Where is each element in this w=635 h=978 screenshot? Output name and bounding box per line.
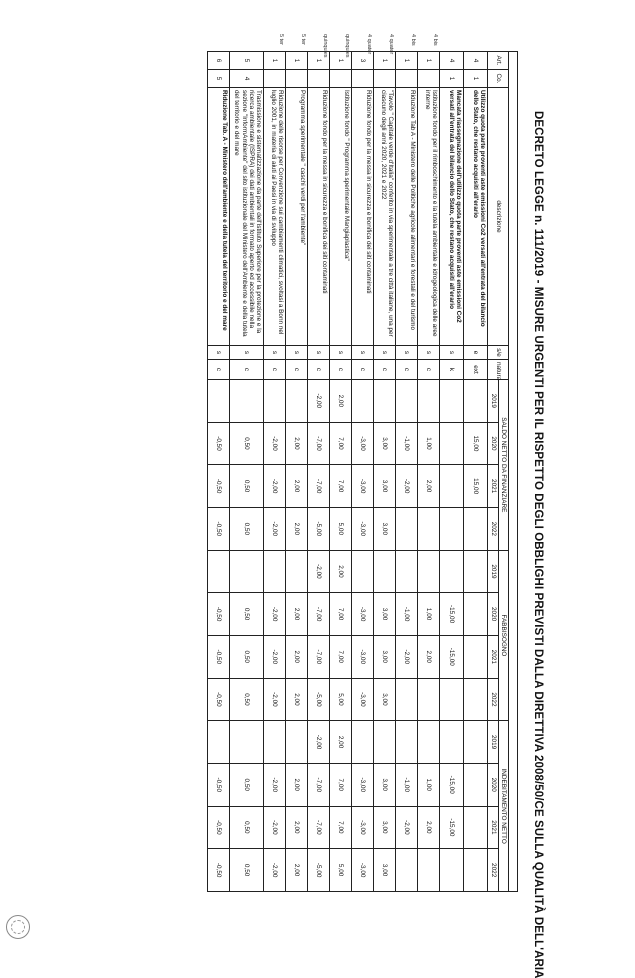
cell-value-fab: -0,50 [207,678,229,721]
cell-art [351,33,373,69]
cell-art-value: 1 [402,58,410,62]
cell-value-ind: -7,00 [307,763,329,806]
cell-value-snf: 3,00 [373,422,395,465]
cell-value-fab: 7,00 [329,592,351,635]
cell-value-fab: 3,00 [373,678,395,721]
header-descrizione: descrizione [487,87,508,345]
header-year: 2020 [487,592,497,635]
cell-natura: c [373,359,395,379]
cell-side-label: quinquies [321,33,328,58]
cell-value-fab: 5,00 [329,678,351,721]
cell-value-fab: -15,00 [439,592,463,635]
cell-value-snf: 15,00 [463,464,487,507]
cell-value-ind: 2,00 [285,763,307,806]
cell-value-fab: 2,00 [417,635,439,678]
cell-art-value: 4 [447,58,455,62]
cell-value-ind: 0,50 [229,806,263,849]
cell-value-fab: -2,00 [307,550,329,593]
cell-art [395,33,417,69]
cell-art-value: 1 [424,58,432,62]
cell-co [329,69,351,87]
cell-value-snf [417,507,439,550]
cell-value-snf: 1,00 [417,422,439,465]
cell-art-value: 5 [242,58,250,62]
cell-side-label: quinquies [343,33,350,58]
table-row [351,51,373,891]
official-stamp-icon [6,915,30,939]
cell-value-snf: 15,00 [463,422,487,465]
cell-value-fab: -3,00 [351,678,373,721]
cell-value-fab: 3,00 [373,592,395,635]
cell-natura: c [229,359,263,379]
header-year: 2022 [487,678,497,721]
cell-descrizione: Trasmissione e sistematizzazione da parte dell'Istituto Superiore per la protezione e la ricerca ambientale (ISPRA) dei dati ambientali in formato aperto ed accessibile nella sezione "InformAmbiente" del sito istituzionale del Ministero dell'Ambiente e della tutela del territorio e del mare [229,87,263,345]
cell-value-ind: 2,00 [285,806,307,849]
cell-value-fab: 7,00 [329,635,351,678]
cell-side-label: 4 quater [365,33,372,54]
header-art: Art. [487,51,508,69]
cell-art [373,33,395,69]
cell-value-snf [263,379,285,422]
cell-art [329,33,351,69]
cell-value-ind: -2,00 [263,763,285,806]
cell-value-ind: -5,00 [307,848,329,891]
cell-value-fab: 0,50 [229,592,263,635]
cell-value-ind: -2,00 [263,806,285,849]
cell-value-snf: -0,50 [207,507,229,550]
header-year: 2019 [487,720,497,763]
header-year: 2019 [487,379,497,422]
cell-co [285,69,307,87]
cell-value-fab [285,550,307,593]
header-year: 2022 [487,507,497,550]
cell-value-fab: -3,00 [351,592,373,635]
cell-value-ind: 3,00 [373,806,395,849]
cell-art-value: 6 [214,58,222,62]
cell-descrizione: Mancata riassegnazione dell'utilizzo quota parte proventi aste emissioni Co2 versati all'entrata del bilancio dello Stato, che restano acquisiti all'erario [439,87,463,345]
cell-natura: c [207,359,229,379]
cell-co: 1 [439,69,463,87]
cell-value-ind [395,848,417,891]
cell-art [417,33,439,69]
cell-value-fab: 0,50 [229,678,263,721]
cell-art-value: 4 [471,58,479,62]
cell-value-fab: 2,00 [285,678,307,721]
cell-value-ind [439,848,463,891]
cell-value-snf [285,379,307,422]
cell-se: s [285,345,307,359]
cell-value-snf: -2,00 [263,507,285,550]
cell-art-value: 1 [380,58,388,62]
cell-co: 5 [207,69,229,87]
cell-art [229,51,263,69]
cell-value-ind: -2,00 [395,806,417,849]
cell-value-ind [463,848,487,891]
cell-art [307,33,329,69]
cell-value-snf: 2,00 [329,379,351,422]
cell-value-ind: -2,00 [263,848,285,891]
cell-value-fab: 3,00 [373,635,395,678]
cell-value-snf: 2,00 [285,464,307,507]
cell-side-label: 4 bis [409,33,416,46]
table-row [439,51,463,891]
cell-art [439,51,463,69]
table-row [285,51,307,891]
cell-descrizione: Riduzione Tab. A - Ministero dell'ambiente e della tutela del territorio e del mare [207,87,229,345]
cell-value-ind: 3,00 [373,763,395,806]
cell-value-snf: 2,00 [285,507,307,550]
cell-value-fab: -3,00 [351,635,373,678]
cell-value-snf: -5,00 [307,507,329,550]
cell-value-fab: -5,00 [307,678,329,721]
cell-value-snf [439,464,463,507]
cell-value-ind [439,720,463,763]
table-row [373,51,395,891]
cell-value-fab: 2,00 [285,592,307,635]
table-row [207,51,229,891]
cell-value-ind: -0,50 [207,806,229,849]
cell-value-snf: -0,50 [207,422,229,465]
cell-natura: c [285,359,307,379]
cell-value-ind: 2,00 [285,848,307,891]
cell-value-ind [285,720,307,763]
header-group-snf: SALDO NETTO DA FINANZIARE [498,379,508,550]
cell-value-snf [229,379,263,422]
cell-value-ind: 7,00 [329,763,351,806]
cell-side-label: 4 quater [387,33,394,54]
cell-se: e [463,345,487,359]
cell-value-fab [373,550,395,593]
cell-co [373,69,395,87]
cell-value-snf: -3,00 [351,507,373,550]
cell-value-fab: -0,50 [207,592,229,635]
cell-natura: ext [463,359,487,379]
cell-se: s [373,345,395,359]
cell-value-ind: 0,50 [229,848,263,891]
cell-value-fab [463,592,487,635]
cell-value-snf: 0,50 [229,507,263,550]
cell-value-fab [263,550,285,593]
header-year: 2021 [487,464,497,507]
cell-value-ind [463,720,487,763]
cell-co [395,69,417,87]
cell-value-fab [463,550,487,593]
cell-value-snf: 3,00 [373,464,395,507]
cell-value-snf: 2,00 [417,464,439,507]
cell-value-ind [417,720,439,763]
cell-co [307,69,329,87]
cell-value-snf [417,379,439,422]
cell-art-value: 3 [358,58,366,62]
header-group-indebitamento: INDEBITAMENTO NETTO [498,720,508,891]
cell-art [463,51,487,69]
cell-art-value: 1 [292,58,300,62]
cell-value-ind: 1,00 [417,763,439,806]
cell-value-ind: -0,50 [207,763,229,806]
table-row [463,51,487,891]
cell-value-ind [373,720,395,763]
cell-value-ind: 2,00 [417,806,439,849]
cell-value-fab [417,550,439,593]
cell-value-snf: -0,50 [207,464,229,507]
cell-value-snf [373,379,395,422]
cell-descrizione: "Tavolo " Capitale verde d'Italia" conferito in via sperimentale a tre città italiane, una per ciascuno degli anni 2020, 2021 e 2022 [373,87,395,345]
table-row [329,51,351,891]
header-group-fabbisogno: FABBISOGNO [498,550,508,721]
cell-descrizione: Riduzione fondo per la messa in sicurezza e bonifica dei siti contaminati [307,87,329,345]
cell-value-ind [263,720,285,763]
cell-value-snf: 0,50 [229,464,263,507]
header-year: 2022 [487,848,497,891]
cell-art [285,33,307,69]
cell-co [263,69,285,87]
cell-value-snf [351,379,373,422]
cell-value-snf: 0,50 [229,422,263,465]
cell-art [263,33,285,69]
cell-value-snf: 7,00 [329,464,351,507]
cell-value-snf [463,379,487,422]
cell-value-ind: -7,00 [307,806,329,849]
table-row [307,51,329,891]
cell-value-ind: -1,00 [395,763,417,806]
cell-value-ind: 2,00 [329,720,351,763]
cell-value-fab: -7,00 [307,592,329,635]
cell-side-label: 4 bis [431,33,438,46]
cell-value-snf [439,422,463,465]
cell-natura: c [351,359,373,379]
cell-value-ind [207,720,229,763]
cell-value-snf [439,379,463,422]
cell-value-fab [207,550,229,593]
cell-natura: c [307,359,329,379]
table-body [207,33,487,891]
cell-natura: k [439,359,463,379]
cell-side-label: 5 ter [299,33,306,45]
cell-value-fab: -15,00 [439,635,463,678]
cell-value-fab [463,678,487,721]
cell-value-snf: -3,00 [351,422,373,465]
cell-value-ind [229,720,263,763]
cell-value-fab: 2,00 [329,550,351,593]
cell-value-snf: -2,00 [263,464,285,507]
cell-value-fab: -7,00 [307,635,329,678]
cell-art-value: 1 [314,58,322,62]
financial-effects-table [207,33,518,892]
table-row [229,51,263,891]
cell-side-label: 5 ter [277,33,284,45]
cell-se: s [395,345,417,359]
cell-value-ind: -15,00 [439,763,463,806]
header-year: 2019 [487,550,497,593]
cell-value-fab: -1,00 [395,592,417,635]
cell-value-ind [463,806,487,849]
cell-value-snf: -2,00 [395,464,417,507]
table-row [395,51,417,891]
cell-art-value: 1 [270,58,278,62]
cell-value-snf [207,379,229,422]
cell-value-fab [439,678,463,721]
cell-value-fab: 2,00 [285,635,307,678]
header-year: 2021 [487,806,497,849]
cell-value-ind: 7,00 [329,806,351,849]
cell-value-fab: -2,00 [263,635,285,678]
cell-se: s [329,345,351,359]
cell-value-ind: -3,00 [351,806,373,849]
cell-art-value: 1 [336,58,344,62]
cell-value-fab [351,550,373,593]
cell-value-snf: 7,00 [329,422,351,465]
cell-se: s [207,345,229,359]
cell-value-ind: 0,50 [229,763,263,806]
cell-descrizione: Riduzione Tab A - Ministero delle Politiche agricole alimentari e forestali e del turismo [395,87,417,345]
cell-value-ind: -3,00 [351,763,373,806]
cell-value-ind [395,720,417,763]
table-row [417,51,439,891]
rotated-page [48,31,588,978]
cell-value-ind: 5,00 [329,848,351,891]
cell-value-fab: -2,00 [263,678,285,721]
cell-natura: c [263,359,285,379]
cell-value-snf: 5,00 [329,507,351,550]
cell-descrizione: Utilizzo quota parte proventi aste emissioni Co2 versati all'entrata del bilancio dello Stato, che restano acquisiti all'erario [463,87,487,345]
cell-value-fab [417,678,439,721]
table-row [263,51,285,891]
cell-value-ind [463,763,487,806]
cell-se: s [263,345,285,359]
cell-co: 4 [229,69,263,87]
cell-natura: c [417,359,439,379]
cell-descrizione: Istituzione fondo per il rimboschimento e la tutela ambientale e idrogeologica delle aree interne [417,87,439,345]
cell-value-snf: -7,00 [307,422,329,465]
cell-value-fab [395,678,417,721]
cell-value-fab: -0,50 [207,635,229,678]
cell-value-snf [463,507,487,550]
cell-art [207,51,229,69]
cell-value-fab [463,635,487,678]
cell-value-fab: 0,50 [229,635,263,678]
cell-value-ind [351,720,373,763]
cell-value-ind: 3,00 [373,848,395,891]
header-se: s/e [487,345,508,359]
cell-value-fab: -2,00 [263,592,285,635]
cell-value-fab: 1,00 [417,592,439,635]
cell-value-snf: -1,00 [395,422,417,465]
cell-value-snf: -3,00 [351,464,373,507]
cell-value-fab [439,550,463,593]
cell-co: 1 [463,69,487,87]
cell-natura: c [395,359,417,379]
cell-value-fab [395,550,417,593]
top-spacer-row [508,51,517,891]
cell-se: s [351,345,373,359]
cell-value-snf: -2,00 [307,379,329,422]
cell-value-snf: 3,00 [373,507,395,550]
header-row-groups [498,51,508,891]
cell-value-snf [395,379,417,422]
header-year: 2020 [487,422,497,465]
cell-se: s [307,345,329,359]
cell-descrizione: Istituzione fondo " Programma sperimentale Mangiaplastica" [329,87,351,345]
cell-se: s [229,345,263,359]
cell-value-fab [229,550,263,593]
header-year: 2020 [487,763,497,806]
cell-co [351,69,373,87]
header-natura: natura [487,359,508,379]
cell-se: s [417,345,439,359]
cell-value-ind: -2,00 [307,720,329,763]
header-co: Co. [487,69,508,87]
cell-value-fab: -2,00 [395,635,417,678]
cell-value-snf: 2,00 [285,422,307,465]
cell-value-ind: -3,00 [351,848,373,891]
cell-value-ind: -15,00 [439,806,463,849]
cell-natura: c [329,359,351,379]
cell-value-snf: -2,00 [263,422,285,465]
cell-value-snf: -7,00 [307,464,329,507]
cell-value-ind [417,848,439,891]
document-title: DECRETO LEGGE n. 111/2019 - MISURE URGENTI PER IL RISPETTO DEGLI OBBLIGHI PREVISTI DALLA DIRETTIVA 2008/50/CE SULLA QUALITÀ DELL'ARIA [531,110,544,978]
cell-value-snf [439,507,463,550]
header-year: 2021 [487,635,497,678]
cell-descrizione: Programma sperimentale " caschi verdi per l'ambiente" [285,87,307,345]
cell-descrizione: Riduzione delle risorse per Convenzione sui cambiamenti climatici, svoltasi a Bonn nel luglio 2001, in materia di aiuti ai Paesi in via di sviluppo [263,87,285,345]
cell-value-ind: -0,50 [207,848,229,891]
cell-value-snf [395,507,417,550]
cell-se: s [439,345,463,359]
cell-descrizione: Riduzione fondo per la messa in sicurezza e bonifica dei siti contaminati [351,87,373,345]
cell-co [417,69,439,87]
